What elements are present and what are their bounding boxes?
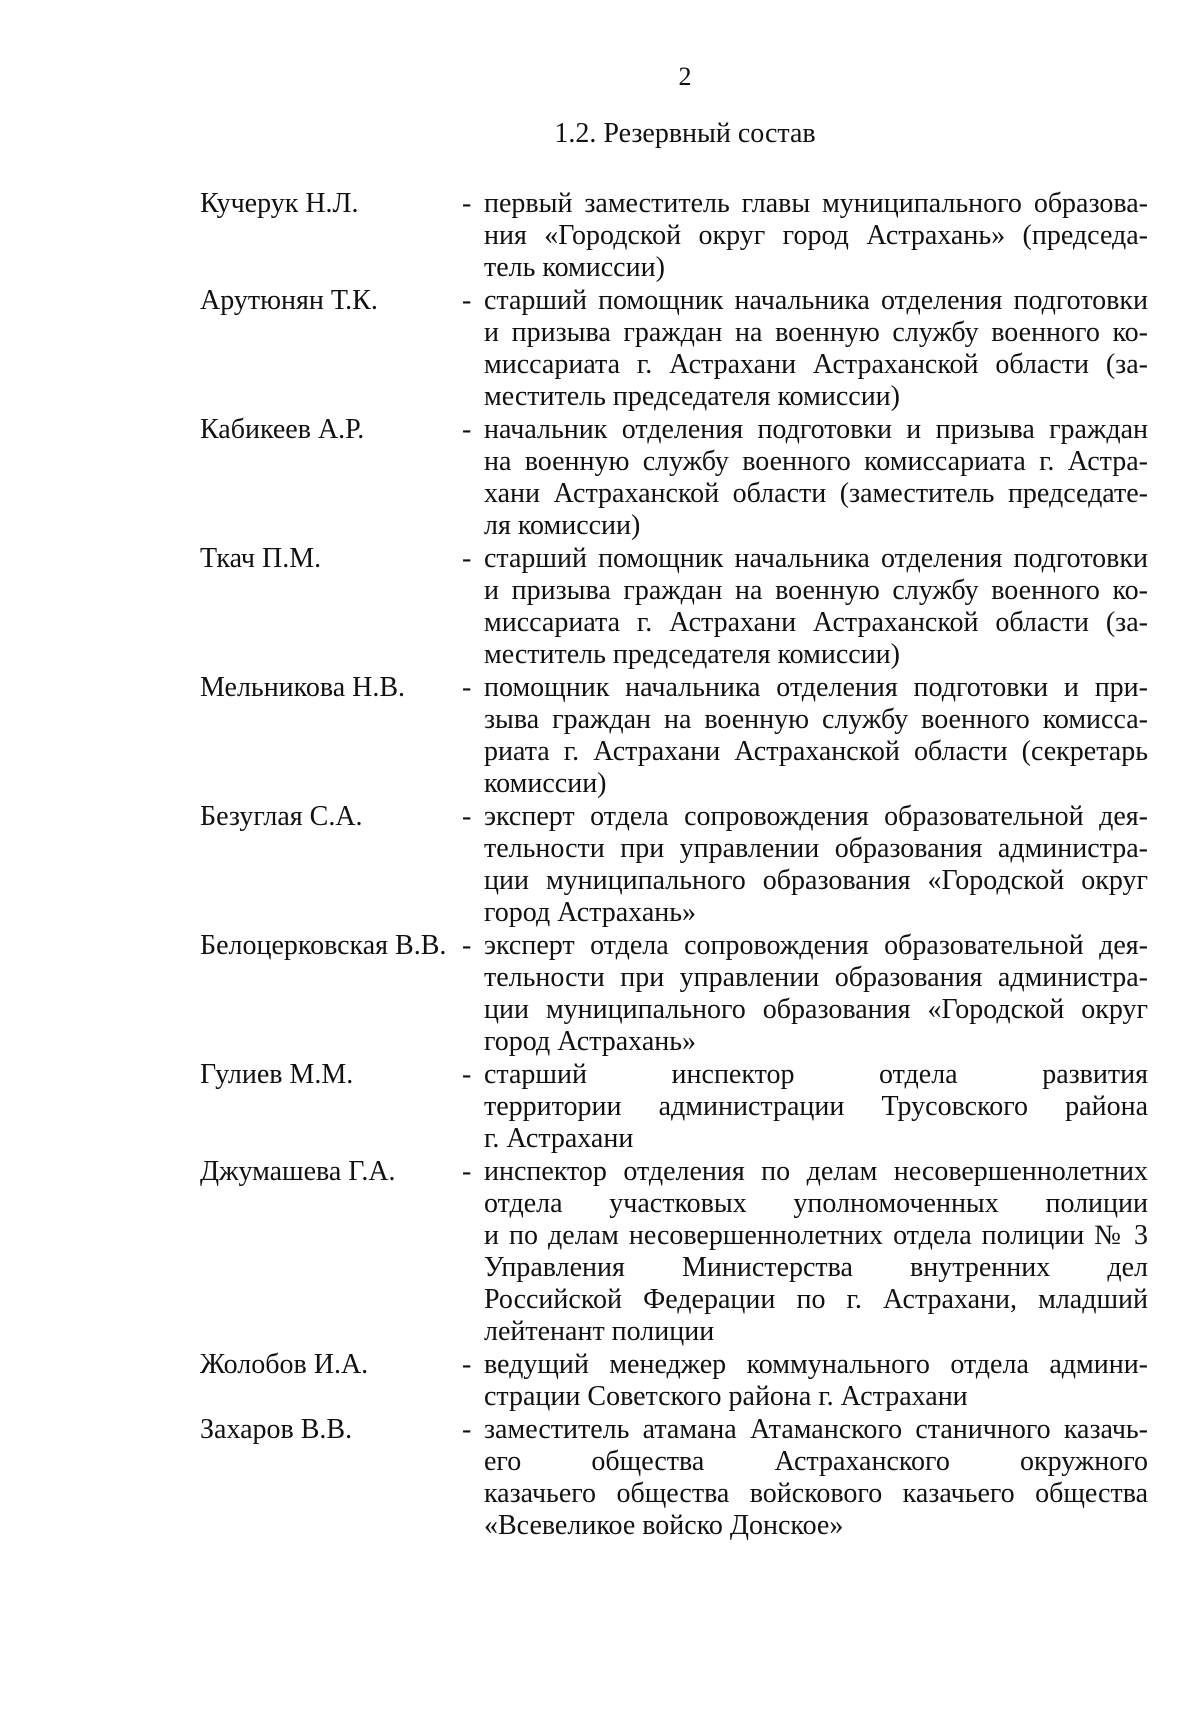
member-name: Кучерук Н.Л. xyxy=(200,188,359,219)
member-name: Арутюнян Т.К. xyxy=(200,285,378,316)
member-description-line: ции муниципального образования «Городской округ xyxy=(484,994,1148,1025)
member-row xyxy=(200,1414,1148,1542)
member-description-line: заместитель атамана Атаманского станичного казачь- xyxy=(484,1414,1148,1445)
member-dash: - xyxy=(462,1156,472,1187)
member-description-line: старший помощник начальника отделения подготовки xyxy=(484,285,1148,316)
member-dash: - xyxy=(462,285,472,316)
member-description-line: лейтенант полиции xyxy=(484,1316,715,1347)
member-description-line: риата г. Астрахани Астраханской области (секретарь xyxy=(484,736,1148,767)
member-description-line: его общества Астраханского окружного xyxy=(484,1446,1148,1477)
member-name: Джумашева Г.А. xyxy=(200,1156,396,1187)
member-description xyxy=(484,1156,1148,1348)
member-dash: - xyxy=(462,414,472,445)
member-description-line: Российской Федерации по г. Астрахани, младший xyxy=(484,1284,1148,1315)
member-description-line: тельности при управлении образования администра- xyxy=(484,833,1148,864)
member-row xyxy=(200,672,1148,800)
member-description-line: помощник начальника отделения подготовки и при- xyxy=(484,672,1148,703)
member-description-line: казачьего общества войскового казачьего общества xyxy=(484,1478,1148,1509)
member-description-line: старший помощник начальника отделения подготовки xyxy=(484,543,1148,574)
member-description-line: начальник отделения подготовки и призыва граждан xyxy=(484,414,1148,445)
member-dash: - xyxy=(462,1349,472,1380)
member-description-line: территории администрации Трусовского района xyxy=(484,1091,1148,1122)
member-description-line: старший инспектор отдела развития xyxy=(484,1059,1148,1090)
member-description-line: отдела участковых уполномоченных полиции xyxy=(484,1188,1148,1219)
member-description-line: Управления Министерства внутренних дел xyxy=(484,1252,1148,1283)
page-number: 2 xyxy=(678,62,692,91)
member-dash: - xyxy=(462,930,472,961)
member-description-line: ции муниципального образования «Городской округ xyxy=(484,865,1148,896)
member-description xyxy=(484,930,1148,1058)
member-description-line: и призыва граждан на военную службу военного ко- xyxy=(484,317,1148,348)
member-description-line: на военную службу военного комиссариата г. Астра- xyxy=(484,446,1148,477)
member-description-line: миссариата г. Астрахани Астраханской области (за- xyxy=(484,607,1148,638)
member-description-line: комиссии) xyxy=(484,768,607,799)
member-description xyxy=(484,1349,1148,1413)
member-description-line: меститель председателя комиссии) xyxy=(484,381,900,412)
member-name: Мельникова Н.В. xyxy=(200,672,406,703)
member-description-line: эксперт отдела сопровождения образовательной дея- xyxy=(484,930,1148,961)
member-name: Кабикеев А.Р. xyxy=(200,414,365,445)
member-dash: - xyxy=(462,1059,472,1090)
member-description-line: миссариата г. Астрахани Астраханской области (за- xyxy=(484,349,1148,380)
member-row xyxy=(200,801,1148,929)
member-description-line: город Астрахань» xyxy=(484,897,696,928)
member-description-line: и призыва граждан на военную службу военного ко- xyxy=(484,575,1148,606)
member-row xyxy=(200,1156,1148,1348)
member-description xyxy=(484,285,1148,413)
member-name: Белоцерковская В.В. xyxy=(200,930,447,961)
member-description xyxy=(484,414,1148,542)
member-description-line: меститель председателя комиссии) xyxy=(484,639,900,670)
member-description-line: страции Советского района г. Астрахани xyxy=(484,1381,968,1412)
member-row xyxy=(200,188,1148,284)
member-description xyxy=(484,1059,1148,1155)
section-title: 1.2. Резервный состав xyxy=(554,118,816,149)
member-description-line: ля комиссии) xyxy=(484,510,641,541)
member-description-line: инспектор отделения по делам несовершеннолетних xyxy=(484,1156,1148,1187)
member-dash: - xyxy=(462,1414,472,1445)
member-description xyxy=(484,672,1148,800)
member-row xyxy=(200,543,1148,671)
member-name: Ткач П.М. xyxy=(200,543,322,574)
member-description xyxy=(484,801,1148,929)
member-description-line: ведущий менеджер коммунального отдела админи- xyxy=(484,1349,1148,1380)
member-description-line: ния «Городской округ город Астрахань» (председа- xyxy=(484,220,1148,251)
member-description-line: хани Астраханской области (заместитель председате- xyxy=(484,478,1148,509)
member-name: Жолобов И.А. xyxy=(200,1349,369,1380)
member-dash: - xyxy=(462,188,472,219)
member-description xyxy=(484,1414,1148,1542)
member-description-line: зыва граждан на военную службу военного комисса- xyxy=(484,704,1148,735)
member-name: Безуглая С.А. xyxy=(200,801,363,832)
member-description xyxy=(484,188,1148,284)
member-description-line: г. Астрахани xyxy=(484,1123,634,1154)
member-row xyxy=(200,285,1148,413)
member-dash: - xyxy=(462,543,472,574)
member-description-line: эксперт отдела сопровождения образовательной дея- xyxy=(484,801,1148,832)
member-dash: - xyxy=(462,801,472,832)
member-name: Захаров В.В. xyxy=(200,1414,353,1445)
member-description-line: тельности при управлении образования администра- xyxy=(484,962,1148,993)
member-row xyxy=(200,1349,1148,1413)
member-description-line: город Астрахань» xyxy=(484,1026,696,1057)
member-row xyxy=(200,414,1148,542)
member-row xyxy=(200,930,1148,1058)
members-list xyxy=(200,188,1148,1543)
member-description xyxy=(484,543,1148,671)
member-dash: - xyxy=(462,672,472,703)
member-description-line: и по делам несовершеннолетних отдела полиции № 3 xyxy=(484,1220,1148,1251)
member-description-line: тель комиссии) xyxy=(484,252,665,283)
member-description-line: «Всевеликое войско Донское» xyxy=(484,1510,844,1541)
member-description-line: первый заместитель главы муниципального образова- xyxy=(484,188,1148,219)
member-name: Гулиев М.М. xyxy=(200,1059,354,1090)
member-row xyxy=(200,1059,1148,1155)
